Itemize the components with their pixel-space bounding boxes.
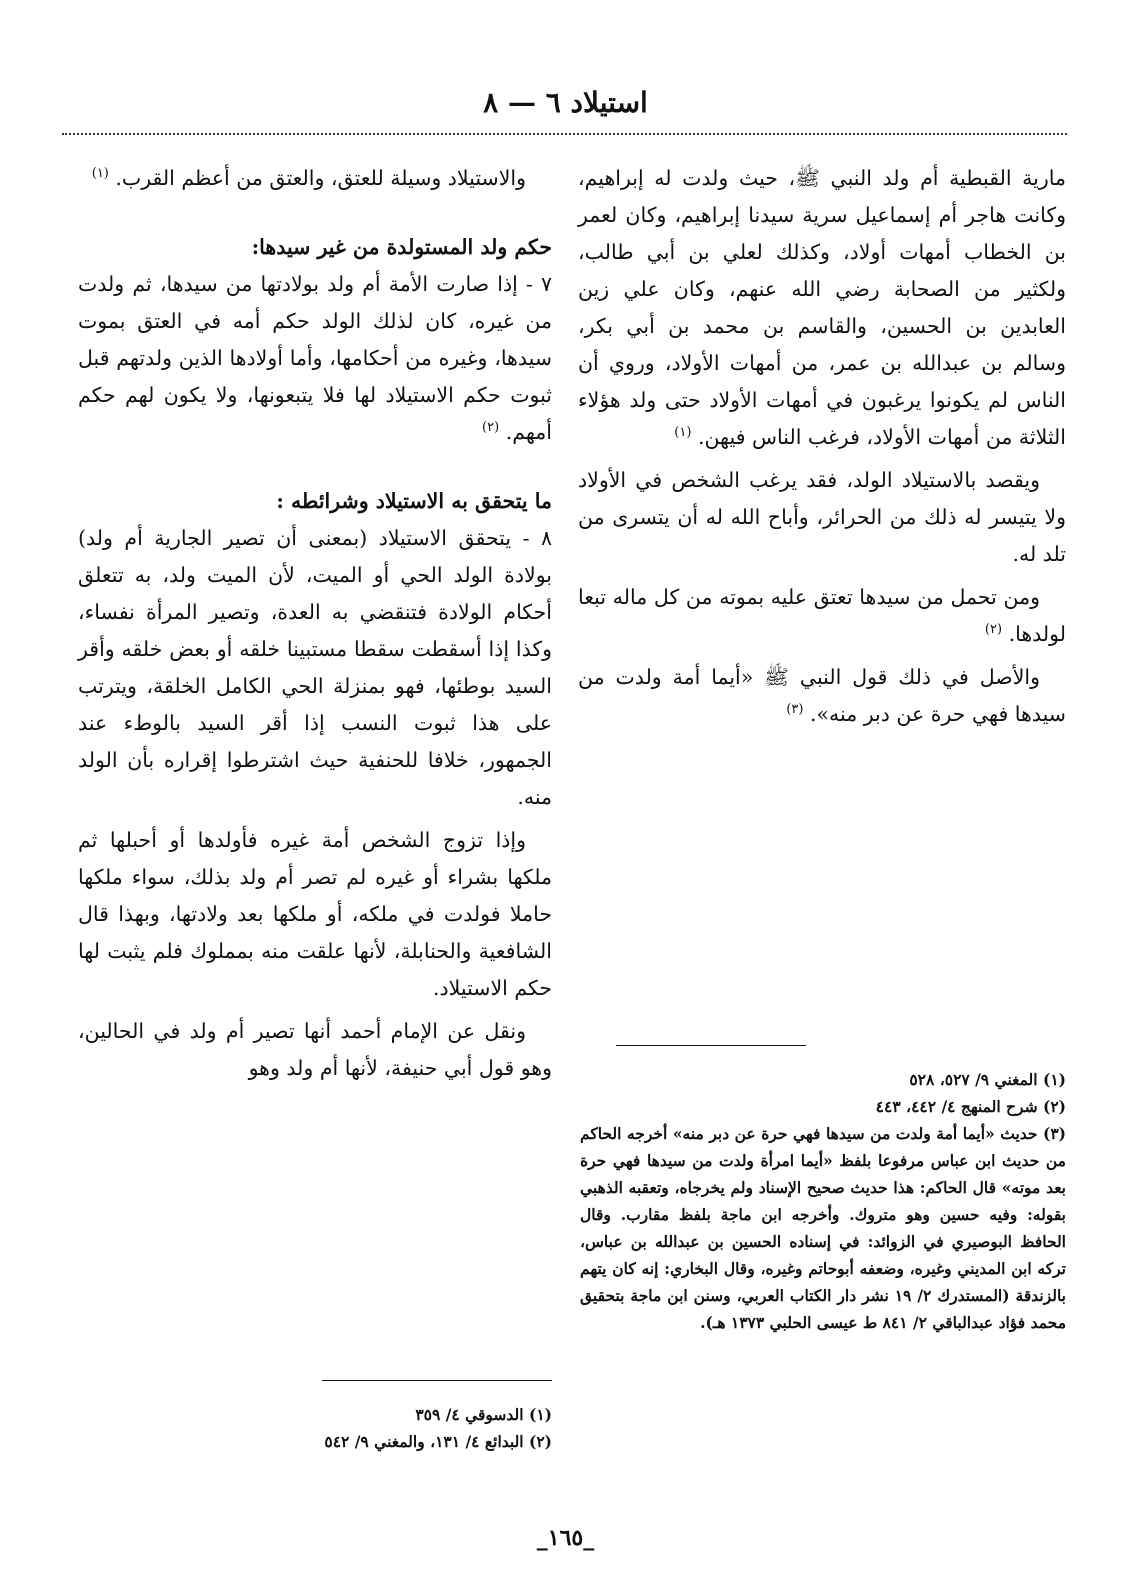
left-footnote-2: (٢) البدائع ٤/ ١٣١، والمغني ٩/ ٥٤٢ [324,1432,552,1451]
right-paragraph-1: مارية القبطية أم ولد النبي ﷺ، حيث ولدت له إبراهيم، وكانت هاجر أم إسماعيل سرية سيدنا إبراهيم، وكان لعمر بن الخطاب أمهات أولاد، وكذلك لعلي بن أبي طالب، ولكثير من الصحابة رضي الله عنهم، وكان علي زين العابدين بن الحسين، والقاسم بن محمد بن أبي بكر، وسالم بن عبدالله بن عمر، من أمهات الأولاد، وروي أن الناس لم يكونوا يرغبون في أمهات الأولاد حتى ولد هؤلاء الثلاثة من أمهات الأولاد، فرغب الناس فيهن. $^{(١)}$ [578,166,1066,449]
section-heading-1: حكم ولد المستولدة من غير سيدها: [251,235,552,259]
footnote-ref-3: (٣) [786,702,804,718]
right-footnote-1: (١) المغني ٩/ ٥٢٧، ٥٢٨ [909,1070,1066,1089]
left-footnote-1: (١) الدسوقي ٤/ ٣٥٩ [415,1405,552,1424]
left-column [78,160,552,1093]
header-dotted-rule [62,133,1067,135]
footnote-ref-left-2: (٢) [482,420,500,436]
footnote-ref-left-1: (١) [91,166,109,182]
right-footnote-2: (٢) شرح المنهج ٤/ ٤٤٢، ٤٤٣ [875,1097,1066,1116]
section-heading-2: ما يتحقق به الاستيلاد وشرائطه : [276,489,552,513]
page-number: _١٦٥_ [536,1525,595,1551]
left-footnotes [300,1380,552,1455]
right-paragraph-4: والأصل في ذلك قول النبي ﷺ «أيما أمة ولدت من سيدها فهي حرة عن دبر منه». $^{(٣)}$ [578,665,1066,726]
footnote-ref-2: (٢) [984,622,1003,638]
right-paragraph-3: ومن تحمل من سيدها تعتق عليه بموته من كل ماله تبعا لولدها. $^{(٢)}$ [578,585,1066,646]
footnote-ref-1: (١) [674,425,692,441]
right-footnote-3: (٣) حديث «أيما أمة ولدت من سيدها فهي حرة عن دبر منه» أخرجه الحاكم من حديث ابن عباس مرفوعا بلفظ «أيما امرأة ولدت من سيدها فهي حرة بعد موته» قال الحاكم: هذا حديث صحيح الإسناد ولم يخرجاه، وتعقبه الذهبي بقوله: وفيه حسين وهو متروك. وأخرجه ابن ماجة بلفظ مقارب. وقال الحافظ البوصيري في الزوائد: في إسناده الحسين بن عبدالله بن عباس، تركه ابن المديني وغيره، وضعفه أبوحاتم وغيره، وقال البخاري: إنه كان يتهم بالزندقة (المستدرك ٢/ ١٩ نشر دار الكتاب العربي، وسنن ابن ماجة بتحقيق محمد فؤاد عبدالباقي ٢/ ٨٤١ ط عيسى الحلبي ١٣٧٣ هـ). [580,1124,1066,1332]
left-paragraph-5: ونقل عن الإمام أحمد أنها تصير أم ولد في الحالين، وهو قول أبي حنيفة، لأنها أم ولد وهو [78,1019,552,1080]
right-column [578,160,1066,739]
left-footnote-rule [322,1380,552,1381]
left-paragraph-4: وإذا تزوج الشخص أمة غيره فأولدها أو أحبلها ثم ملكها بشراء أو غيره لم تصر أم ولد بذلك، سواء ملكها حاملا فولدت في ملكه، أو ملكها بعد ولادتها، وبهذا قال الشافعية والحنابلة، لأنها علقت منه بمملوك فلم يثبت لها حكم الاستيلاد. [78,828,552,1000]
left-paragraph-1: والاستيلاد وسيلة للعتق، والعتق من أعظم القرب. $^{(١)}$ [91,166,526,190]
left-paragraph-3: ٨ - يتحقق الاستيلاد (بمعنى أن تصير الجارية أم ولد) بولادة الولد الحي أو الميت، لأن الميت ولد، به تتعلق أحكام الولادة فتنقضي به العدة، وتصير المرأة نفساء، وكذا إذا أسقطت سقطا مستبينا خلقه أو بعض خلقه وأقر السيد بوطئها، فهو بمنزلة الحي الكامل الخلقة، ويترتب على هذا ثبوت النسب إذا أقر السيد بالوطء عند الجمهور، خلافا للحنفية حيث اشترطوا إقراره بأن الولد منه. [78,526,552,809]
right-footnotes [580,1045,1066,1336]
right-footnote-rule [616,1045,806,1046]
right-paragraph-2: ويقصد بالاستيلاد الولد، فقد يرغب الشخص في الأولاد ولا يتيسر له ذلك من الحرائر، وأباح الله له أن يتسرى من تلد له. [578,468,1066,566]
left-paragraph-2: ٧ - إذا صارت الأمة أم ولد بولادتها من سيدها، ثم ولدت من غيره، كان لذلك الولد حكم أمه في العتق بموت سيدها، وغيره من أحكامها، وأما أولادها الذين ولدتهم قبل ثبوت حكم الاستيلاد لها فلا يتبعونها، ولا يكون لهم حكم أمهم. $^{(٢)}$ [78,272,552,444]
page-header-title: استيلاد ٦ — ٨ [483,86,648,119]
